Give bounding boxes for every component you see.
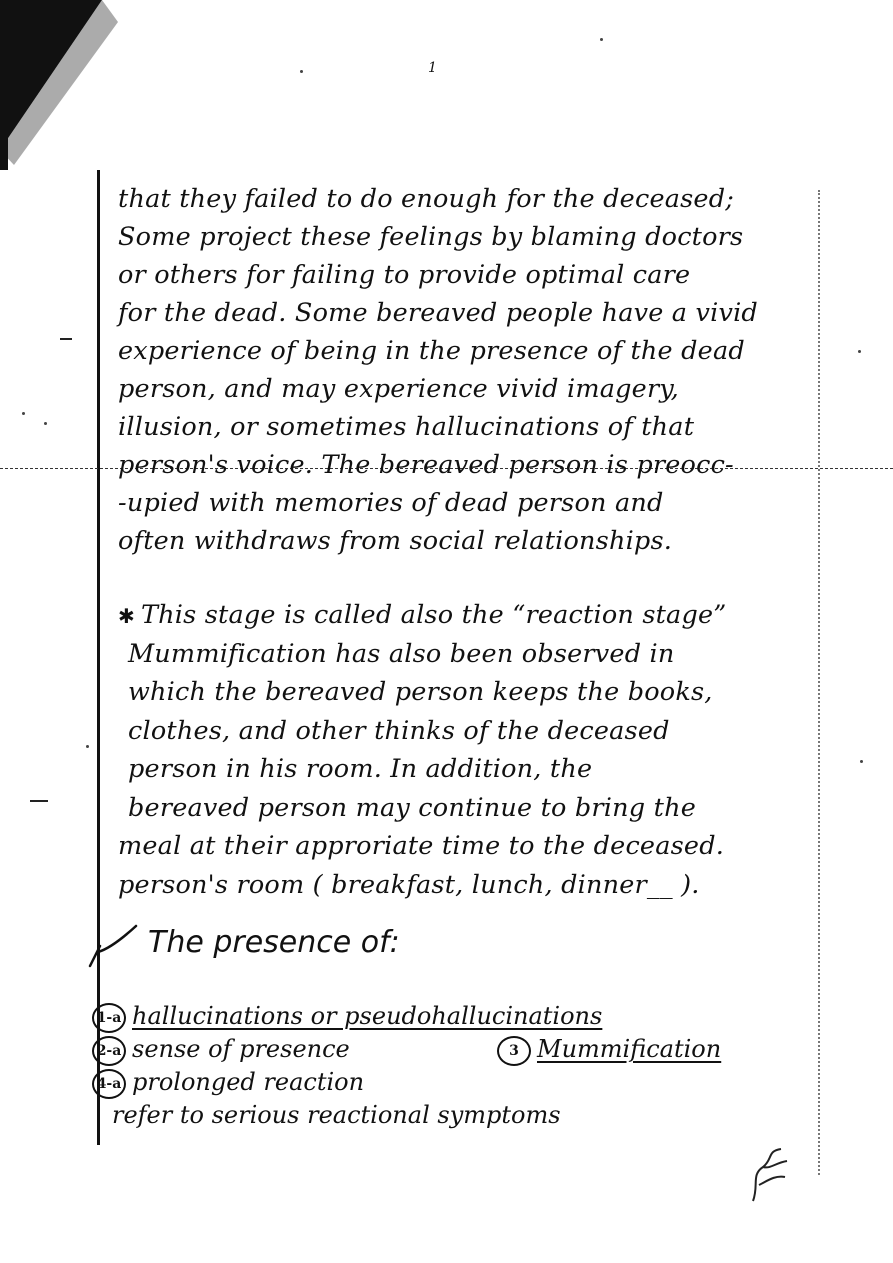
item-marker: 4-a — [92, 1069, 126, 1099]
text-line: or others for failing to provide optimal care — [118, 260, 691, 290]
margin-tick — [30, 800, 48, 802]
item-marker: 1-a — [92, 1003, 126, 1033]
page-number: 1 — [428, 60, 437, 76]
text-line: which the bereaved person keeps the books, — [128, 677, 713, 707]
paragraph-1 — [118, 180, 813, 560]
text-line: experience of being in the presence of the dead — [118, 336, 745, 366]
handwritten-text — [118, 180, 813, 904]
text-line: for the dead. Some bereaved people have a vivid — [118, 298, 758, 328]
text-line: Some project these feelings by blaming doctors — [118, 222, 744, 252]
text-line: person in his room. In addition, the — [128, 754, 593, 784]
text-line: bereaved person may continue to bring the — [128, 792, 696, 823]
list-item — [92, 1033, 812, 1066]
section-heading: The presence of: — [148, 925, 400, 960]
text-line: illusion, or sometimes hallucinations of that — [118, 412, 695, 442]
presence-heading-block — [88, 918, 808, 968]
text-line: that they failed to do enough for the deceased; — [118, 184, 735, 214]
list-item — [92, 1066, 812, 1099]
speck — [22, 412, 25, 415]
item-text: prolonged reaction — [132, 1068, 365, 1096]
text-line: meal at their approriate time to the deceased. — [118, 831, 725, 861]
left-margin-line — [97, 170, 100, 1145]
text-line-content: This stage is called also the “reaction stage” — [140, 600, 727, 630]
speck — [600, 38, 603, 41]
speck — [86, 745, 89, 748]
check-mark-icon — [88, 922, 144, 968]
item-text: Mummification — [537, 1035, 722, 1063]
text-line: -upied with memories of dead person and — [118, 488, 664, 518]
item-text: sense of presence — [132, 1035, 350, 1063]
presence-list — [92, 1000, 812, 1132]
item-text: hallucinations or pseudohallucinations — [132, 1002, 603, 1030]
list-item — [497, 1033, 721, 1066]
paragraph-2 — [118, 596, 813, 904]
speck — [300, 70, 303, 73]
margin-tick — [60, 338, 72, 340]
scan-corner-artifact — [0, 0, 130, 170]
right-edge-dots — [818, 190, 820, 1175]
text-line: often withdraws from social relationships. — [118, 526, 673, 556]
text-line — [118, 596, 813, 635]
corner-scribble-icon — [745, 1145, 793, 1205]
item-marker: 2-a — [92, 1036, 126, 1066]
asterisk-bullet-icon: ✱ — [118, 604, 135, 628]
list-item — [92, 1000, 812, 1033]
list-footer: refer to serious reactional symptoms — [112, 1101, 561, 1129]
speck — [44, 422, 47, 425]
text-line: person's room ( breakfast, lunch, dinner__ ). — [118, 869, 700, 900]
text-line: Mummification has also been observed in — [128, 638, 675, 669]
text-line: person, and may experience vivid imagery, — [118, 374, 679, 404]
speck — [858, 350, 861, 353]
text-line: clothes, and other thinks of the deceased — [128, 715, 670, 746]
item-marker: 3 — [497, 1036, 531, 1066]
text-line: person's voice. The bereaved person is preocc- — [118, 450, 734, 480]
speck — [860, 760, 863, 763]
